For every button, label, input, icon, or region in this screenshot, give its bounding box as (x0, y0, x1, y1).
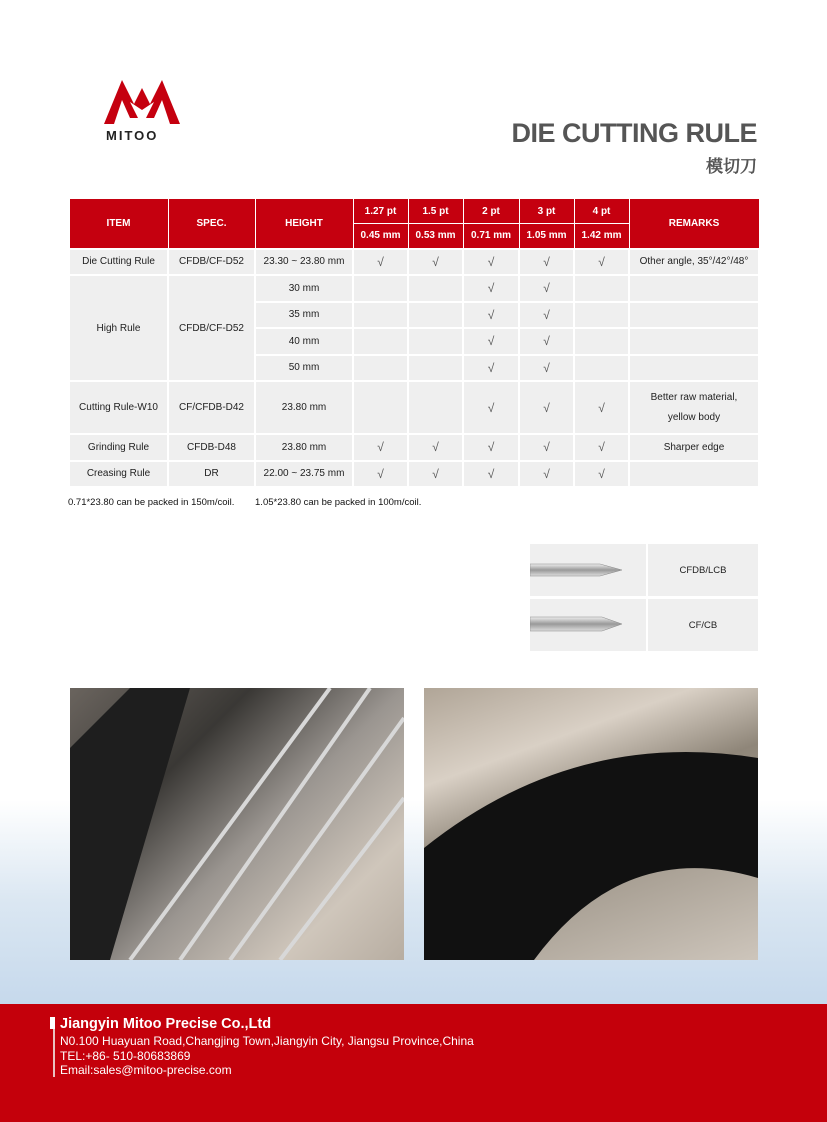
height-cell: 50 mm (255, 355, 353, 382)
company-name: Jiangyin Mitoo Precise Co.,Ltd (60, 1016, 272, 1032)
header-mm: 1.05 mm (519, 224, 574, 249)
check-cell (408, 355, 463, 382)
check-cell: √ (463, 302, 519, 329)
remarks-cell (629, 328, 759, 355)
check-cell: √ (519, 461, 574, 488)
check-cell: √ (519, 275, 574, 302)
header-pt: 4 pt (574, 199, 629, 224)
item-cell: High Rule (69, 275, 168, 381)
spec-cell: CFDB/CF-D52 (168, 249, 255, 276)
check-cell (574, 355, 629, 382)
product-photo-coil (424, 688, 758, 960)
table-row (69, 249, 759, 276)
check-cell: √ (519, 249, 574, 276)
note-1: 0.71*23.80 can be packed in 150m/coil. (68, 497, 235, 508)
check-cell (353, 302, 408, 329)
height-cell: 35 mm (255, 302, 353, 329)
item-cell: Die Cutting Rule (69, 249, 168, 276)
header-pt: 1.27 pt (353, 199, 408, 224)
check-cell: √ (519, 434, 574, 461)
spec-cell: CFDB/CF-D52 (168, 275, 255, 381)
company-address: N0.100 Huayuan Road,Changjing Town,Jiangyin City, Jiangsu Province,China (60, 1034, 474, 1048)
check-cell: √ (408, 434, 463, 461)
remarks-cell (629, 461, 759, 488)
header-spec: SPEC. (168, 199, 255, 249)
check-cell (353, 381, 408, 434)
item-cell: Grinding Rule (69, 434, 168, 461)
check-cell: √ (574, 381, 629, 434)
check-cell (574, 328, 629, 355)
height-cell: 30 mm (255, 275, 353, 302)
check-cell (408, 381, 463, 434)
check-cell: √ (463, 328, 519, 355)
edge-type-label: CFDB/LCB (679, 564, 727, 576)
check-cell (408, 302, 463, 329)
spec-cell: CFDB-D48 (168, 434, 255, 461)
check-cell: √ (574, 461, 629, 488)
note-2: 1.05*23.80 can be packed in 100m/coil. (255, 497, 422, 508)
check-cell: √ (408, 249, 463, 276)
remarks-line: Better raw material, (650, 391, 738, 403)
footer (0, 1004, 827, 1122)
check-cell: √ (519, 381, 574, 434)
edge-type-label: CF/CB (688, 619, 718, 631)
table-row (69, 275, 759, 302)
logo-text: MITOO (106, 128, 159, 143)
item-cell: Cutting Rule-W10 (69, 381, 168, 434)
check-cell: √ (463, 381, 519, 434)
header-item: ITEM (69, 199, 168, 249)
header-remarks: REMARKS (629, 199, 759, 249)
remarks-line: yellow body (667, 411, 721, 423)
product-photo-rules (70, 688, 404, 960)
height-cell: 23.80 mm (255, 434, 353, 461)
header-pt: 1.5 pt (408, 199, 463, 224)
check-cell (574, 275, 629, 302)
check-cell: √ (353, 434, 408, 461)
check-cell: √ (463, 434, 519, 461)
header-mm: 1.42 mm (574, 224, 629, 249)
check-cell: √ (463, 249, 519, 276)
header-height: HEIGHT (255, 199, 353, 249)
check-cell: √ (408, 461, 463, 488)
check-cell: √ (519, 302, 574, 329)
page-title: DIE CUTTING RULE (511, 118, 757, 148)
check-cell: √ (463, 461, 519, 488)
height-cell: 23.30 ~ 23.80 mm (255, 249, 353, 276)
packing-note (68, 497, 439, 508)
remarks-cell (629, 355, 759, 382)
header-mm: 0.53 mm (408, 224, 463, 249)
table-row (69, 381, 759, 434)
item-cell: Creasing Rule (69, 461, 168, 488)
remarks-cell (629, 381, 759, 434)
check-cell: √ (519, 328, 574, 355)
remarks-cell (629, 302, 759, 329)
check-cell: √ (574, 434, 629, 461)
table-row (69, 434, 759, 461)
check-cell (408, 328, 463, 355)
remarks-cell: Sharper edge (629, 434, 759, 461)
remarks-cell: Other angle, 35°/42°/48° (629, 249, 759, 276)
check-cell (408, 275, 463, 302)
spec-cell: DR (168, 461, 255, 488)
height-cell: 22.00 ~ 23.75 mm (255, 461, 353, 488)
check-cell (353, 328, 408, 355)
spec-table (68, 198, 760, 488)
remarks-cell (629, 275, 759, 302)
check-cell (574, 302, 629, 329)
page-subtitle: 模切刀 (706, 157, 757, 176)
check-cell (353, 275, 408, 302)
check-cell: √ (353, 461, 408, 488)
blade-profile-cf-icon (530, 599, 648, 651)
check-cell: √ (574, 249, 629, 276)
height-cell: 23.80 mm (255, 381, 353, 434)
header-mm: 0.45 mm (353, 224, 408, 249)
check-cell: √ (463, 275, 519, 302)
blade-profile-cfdb-icon (530, 544, 648, 596)
header-pt: 3 pt (519, 199, 574, 224)
check-cell: √ (353, 249, 408, 276)
header-pt: 2 pt (463, 199, 519, 224)
company-tel: TEL:+86- 510-80683869 (60, 1049, 191, 1063)
check-cell: √ (519, 355, 574, 382)
spec-cell: CF/CFDB-D42 (168, 381, 255, 434)
table-row (69, 461, 759, 488)
check-cell (353, 355, 408, 382)
header-mm: 0.71 mm (463, 224, 519, 249)
check-cell: √ (463, 355, 519, 382)
company-email[interactable]: Email:sales@mitoo-precise.com (60, 1063, 232, 1077)
edge-type-diagram (530, 544, 758, 651)
height-cell: 40 mm (255, 328, 353, 355)
